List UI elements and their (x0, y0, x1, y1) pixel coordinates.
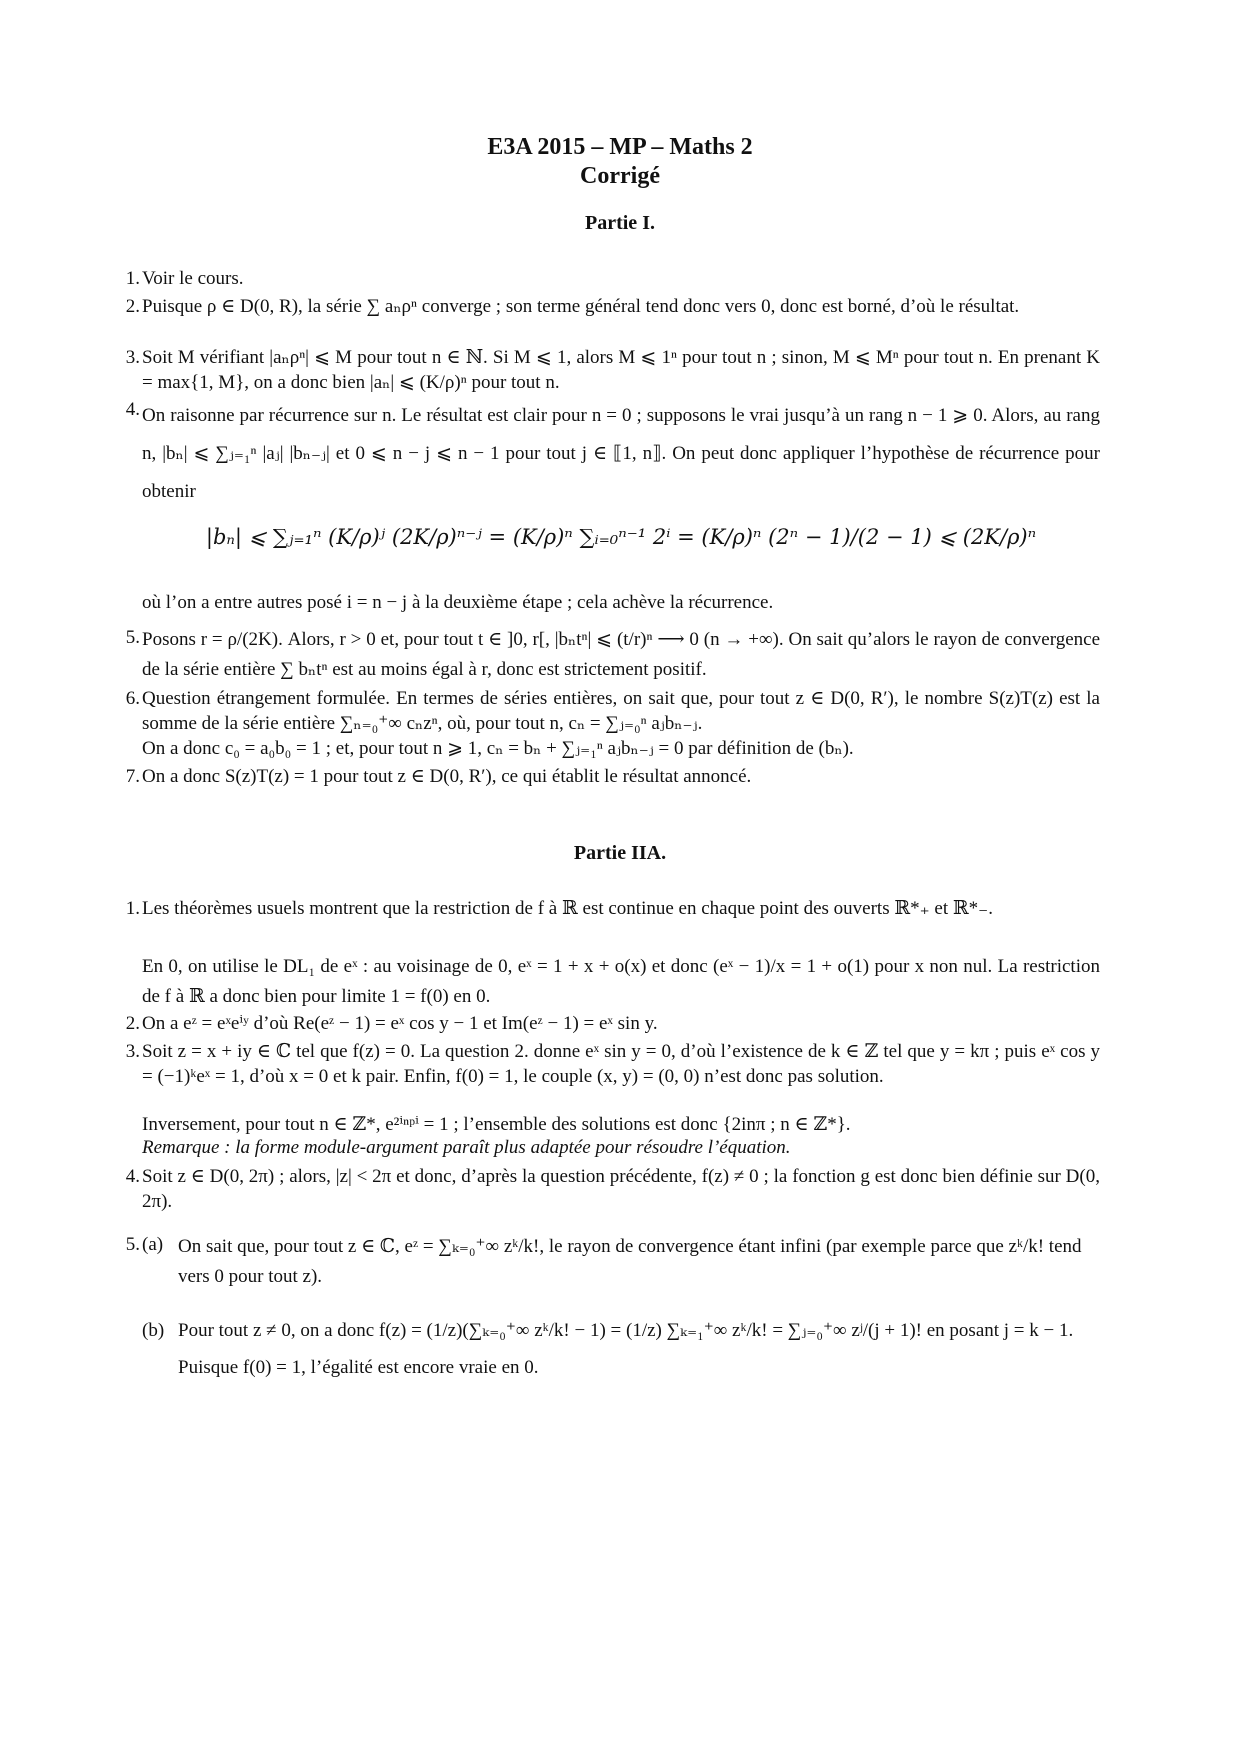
part2a-item-3-continuation: Inversement, pour tout n ∈ ℤ*, e²ⁱⁿᵖⁱ = 1 ; l’ensemble des solutions est donc {2inπ ; n ∈ ℤ*}. (142, 1114, 851, 1135)
sub-label: (a) (142, 1234, 164, 1255)
part2a-item-5b (142, 1318, 1100, 1380)
part2a-item-2 (114, 1011, 1100, 1036)
part1-item-1 (114, 266, 1100, 291)
item-text: Soit z = x + iy ∈ ℂ tel que f(z) = 0. La question 2. donne eˣ sin y = 0, d’où l’existence de k ∈ ℤ tel que y = kπ ; puis eˣ cos y = (−1)ᵏeˣ = 1, d’où x = 0 et k pair. Enfin, f(0) = 1, le couple (x, y) = (0, 0) n’est donc pas solution. (142, 1041, 1100, 1087)
item-text: On raisonne par récurrence sur n. Le résultat est clair pour n = 0 ; supposons le vrai jusqu’à un rang n − 1 ⩾ 0. Alors, au rang n, |bₙ| ⩽ ∑ⱼ₌₁ⁿ |aⱼ| |bₙ₋ⱼ| et 0 ⩽ n − j ⩽ n − 1 pour tout j ∈ ⟦1, n⟧. On peut donc appliquer l’hypothèse de récurrence pour obtenir (142, 405, 1100, 502)
item-number: 5. (125, 627, 140, 648)
part2a-item-3 (114, 1039, 1100, 1089)
part2a-item-5a (142, 1232, 1100, 1292)
item-text: Posons r = ρ/(2K). Alors, r > 0 et, pour tout t ∈ ]0, r[, |bₙtⁿ| ⩽ (t/r)ⁿ ⟶ 0 (n → +∞). On sait qu’alors le rayon de convergence de la série entière ∑ bₙtⁿ est au moins égal à r, donc est strictement positif. (142, 629, 1100, 680)
item-number: 7. (125, 766, 140, 787)
part1-item-5 (114, 625, 1100, 685)
section-heading-part-2a: Partie IIA. (573, 842, 667, 864)
part2a-item-3-remark: Remarque : la forme module-argument paraît plus adaptée pour résoudre l’équation. (142, 1137, 791, 1158)
item-number: 2. (125, 296, 140, 317)
sub-label: (b) (142, 1320, 165, 1341)
item-text: Voir le cours. (142, 268, 244, 289)
part1-item-3 (114, 345, 1100, 395)
document-title (0, 133, 1240, 191)
item-text: Soit M vérifiant |aₙρⁿ| ⩽ M pour tout n ∈ ℕ. Si M ⩽ 1, alors M ⩽ 1ⁿ pour tout n ; sinon, M ⩽ Mⁿ pour tout n. En prenant K = max{1, M}, on a donc bien |aₙ| ⩽ (K/ρ)ⁿ pour tout n. (142, 347, 1100, 393)
item-text: Les théorèmes usuels montrent que la restriction de f à ℝ est continue en chaque point des ouverts ℝ*₊ et ℝ*₋. (142, 898, 993, 919)
sub-text: On sait que, pour tout z ∈ ℂ, eᶻ = ∑ₖ₌₀⁺∞ zᵏ/k!, le rayon de convergence étant infini (par exemple parce que zᵏ/k! tend vers 0 pour tout z). (178, 1236, 1082, 1287)
part2a-item-1-continuation: En 0, on utilise le DL₁ de eˣ : au voisinage de 0, eˣ = 1 + x + o(x) et donc (eˣ − 1)/x = 1 + o(1) pour x non nul. La restriction de f à ℝ a donc bien pour limite 1 = f(0) en 0. (142, 956, 1100, 1007)
title-line-1: E3A 2015 – MP – Maths 2 (487, 134, 753, 160)
item-text: Puisque ρ ∈ D(0, R), la série ∑ aₙρⁿ converge ; son terme général tend donc vers 0, donc est borné, d’où le résultat. (142, 296, 1020, 317)
part1-item-6-continuation: On a donc c₀ = a₀b₀ = 1 ; et, pour tout n ⩾ 1, cₙ = bₙ + ∑ⱼ₌₁ⁿ aⱼbₙ₋ⱼ = 0 par définition de (bₙ). (142, 738, 854, 759)
item-text: On a donc S(z)T(z) = 1 pour tout z ∈ D(0, R′), ce qui établit le résultat annoncé. (142, 766, 752, 787)
section-heading-part-1: Partie I. (585, 212, 655, 234)
part2a-item-1 (114, 896, 1100, 921)
part1-item-2 (114, 294, 1100, 319)
item-number: 4. (125, 1166, 140, 1187)
item-text: Question étrangement formulée. En termes de séries entières, on sait que, pour tout z ∈ D(0, R′), le nombre S(z)T(z) est la somme de la série entière ∑ₙ₌₀⁺∞ cₙzⁿ, où, pour tout n, cₙ = ∑ⱼ₌₀ⁿ aⱼbₙ₋ⱼ. (142, 688, 1100, 734)
sub-text-continuation: Puisque f(0) = 1, l’égalité est encore vraie en 0. (178, 1357, 539, 1378)
item-number: 1. (125, 268, 140, 289)
item-text: On a eᶻ = eˣeⁱʸ d’où Re(eᶻ − 1) = eˣ cos y − 1 et Im(eᶻ − 1) = eˣ sin y. (142, 1013, 658, 1034)
item-number: 3. (125, 1041, 140, 1062)
item-number: 1. (125, 898, 140, 919)
sub-text: Pour tout z ≠ 0, on a donc f(z) = (1/z)(∑ₖ₌₀⁺∞ zᵏ/k! − 1) = (1/z) ∑ₖ₌₁⁺∞ zᵏ/k! = ∑ⱼ₌₀⁺∞ zʲ/(j + 1)! en posant j = k − 1. (178, 1320, 1074, 1341)
part2a-item-4 (114, 1164, 1100, 1214)
item-number: 6. (125, 688, 140, 709)
item-number: 3. (125, 347, 140, 368)
display-formula: |bₙ| ⩽ ∑ⱼ₌₁ⁿ (K/ρ)ʲ (2K/ρ)ⁿ⁻ʲ = (K/ρ)ⁿ ∑ᵢ₌₀ⁿ⁻¹ 2ⁱ = (K/ρ)ⁿ (2ⁿ − 1)/(2 − 1) ⩽ (2K/ρ)ⁿ (205, 525, 1037, 549)
title-line-2: Corrigé (580, 163, 660, 189)
part1-item-6 (114, 686, 1100, 736)
item-number: 4. (125, 399, 140, 420)
part1-item-7 (114, 764, 1100, 789)
item-text: Soit z ∈ D(0, 2π) ; alors, |z| < 2π et donc, d’après la question précédente, f(z) ≠ 0 ; la fonction g est donc bien définie sur D(0, 2π). (142, 1166, 1100, 1212)
part1-item-4 (114, 397, 1100, 511)
part1-item-4-conclusion: où l’on a entre autres posé i = n − j à la deuxième étape ; cela achève la récurrence. (142, 592, 774, 613)
item-number: 2. (125, 1013, 140, 1034)
item-number: 5. (125, 1234, 140, 1255)
